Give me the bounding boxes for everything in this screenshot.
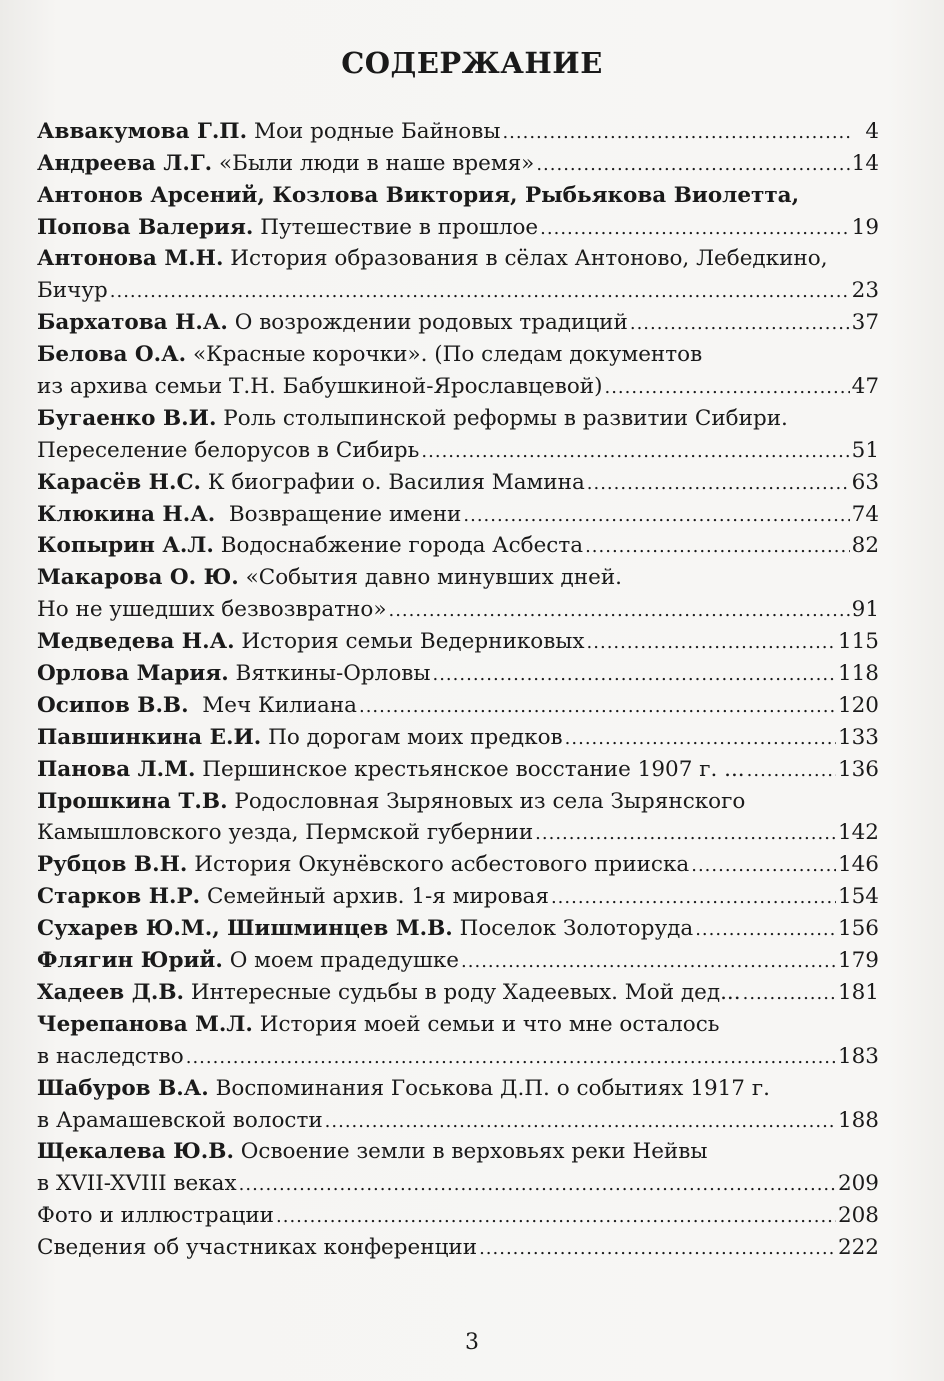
toc-page-number: 156 [837, 916, 879, 942]
dot-leader [691, 855, 836, 878]
toc-line [37, 1165, 879, 1197]
toc-author: Шабуров В.А. [37, 1075, 209, 1101]
dot-leader [432, 664, 835, 687]
toc-author: Рубцов В.Н. [37, 852, 188, 878]
toc-line [37, 751, 879, 783]
toc-line [37, 496, 879, 528]
toc-author: Белова О.А. [37, 342, 187, 368]
toc-author: Павшинкина Е.И. [37, 724, 262, 750]
toc-author: Клюкина Н.А. [37, 501, 216, 527]
toc-title: «Были люди в наше время» [212, 150, 535, 176]
dot-leader [535, 823, 836, 846]
toc-line [37, 464, 879, 496]
toc-line [37, 209, 879, 241]
toc-line [37, 878, 879, 910]
toc-author: Щекалева Ю.В. [37, 1139, 234, 1165]
toc-line [37, 241, 879, 273]
toc-author: Сухарев Ю.М., Шишминцев М.В. [37, 916, 453, 942]
toc-title: Путешествие в прошлое [253, 214, 539, 240]
toc-title: Возвращение имени [215, 501, 462, 527]
toc-author: Панова Л.М. [37, 756, 196, 782]
dot-leader [461, 951, 836, 974]
toc-title: Сведения об участниках конференции [37, 1235, 478, 1261]
toc-line [37, 368, 879, 400]
toc-line [37, 719, 879, 751]
toc-line [37, 623, 879, 655]
toc-line [37, 304, 879, 336]
dot-leader [630, 313, 850, 336]
toc-author: Антонова М.Н. [37, 246, 224, 272]
toc-title: Освоение земли в верховьях реки Нейвы [233, 1139, 708, 1165]
toc-line [37, 815, 879, 847]
toc-title: в наследство [37, 1043, 184, 1069]
toc-page-number: 179 [837, 948, 879, 974]
toc-title: Поселок Золоторуда [452, 916, 694, 942]
toc-title: в XVII-XVIII веках [37, 1171, 237, 1197]
dot-leader [463, 505, 849, 528]
toc-line [37, 910, 879, 942]
toc-author: Прошкина Т.В. [37, 788, 228, 814]
toc-page-number: 91 [851, 597, 879, 623]
toc-line [37, 655, 879, 687]
toc-line [37, 336, 879, 368]
toc-title: Но не ушедших безвозвратно» [37, 597, 387, 623]
dot-leader [743, 983, 836, 1006]
toc-line [37, 528, 879, 560]
toc-title: «Красные корочки». (По следам документов [186, 342, 703, 368]
toc-title: По дорогам моих предков [261, 724, 563, 750]
toc-author: Орлова Мария. [37, 661, 229, 687]
toc-line [37, 1070, 879, 1102]
toc-title: Семейный архив. 1-я мировая [200, 884, 549, 910]
table-of-contents [37, 113, 879, 1261]
page-title: СОДЕРЖАНИЕ [341, 46, 603, 80]
dot-leader [325, 1111, 836, 1134]
toc-author: Копырин А.Л. [37, 533, 214, 559]
toc-title: Переселение белорусов в Сибирь [37, 437, 420, 463]
dot-leader [747, 760, 836, 783]
toc-author: Бархатова Н.А. [37, 310, 228, 336]
toc-author: Старков Н.Р. [37, 884, 201, 910]
toc-page-number: 51 [851, 437, 879, 463]
toc-title: История моей семьи и что мне осталось [252, 1011, 720, 1037]
toc-author: Попова Валерия. [37, 214, 254, 240]
toc-page-number: 133 [837, 724, 879, 750]
toc-author: Флягин Юрий. [37, 948, 223, 974]
toc-line [37, 400, 879, 432]
toc-line [37, 974, 879, 1006]
toc-author: Бугаенко В.И. [37, 405, 217, 431]
toc-page-number: 181 [837, 979, 879, 1005]
toc-line [37, 687, 879, 719]
dot-leader [604, 377, 849, 400]
toc-line [37, 272, 879, 304]
toc-author: Карасёв Н.С. [37, 469, 202, 495]
dot-leader [536, 154, 849, 177]
toc-line [37, 783, 879, 815]
toc-line [37, 113, 879, 145]
toc-page-number: 142 [837, 820, 879, 846]
toc-author: Аввакумова Г.П. [37, 118, 248, 144]
toc-page-number: 4 [865, 118, 879, 144]
toc-title: Мои родные Байновы [247, 118, 501, 144]
toc-title: Вяткины-Орловы [228, 661, 431, 687]
toc-author: Черепанова М.Л. [37, 1011, 253, 1037]
toc-line [37, 1038, 879, 1070]
toc-line [37, 591, 879, 623]
toc-author: Осипов В.В. [37, 692, 189, 718]
toc-page-number: 23 [851, 278, 879, 304]
toc-line [37, 145, 879, 177]
toc-page-number: 74 [851, 501, 879, 527]
toc-title: Родословная Зыряновых из села Зырянского [227, 788, 746, 814]
dot-leader [110, 281, 850, 304]
toc-title: Камышловского уезда, Пермской губернии [37, 820, 534, 846]
dot-leader [587, 473, 850, 496]
dot-leader [565, 728, 836, 751]
toc-page-number: 120 [837, 692, 879, 718]
dot-leader [551, 887, 836, 910]
dot-leader [359, 696, 836, 719]
toc-author: Андреева Л.Г. [37, 150, 213, 176]
toc-author: Макарова О. Ю. [37, 565, 239, 591]
toc-author: Хадеев Д.В. [37, 979, 184, 1005]
toc-title: К биографии о. Василия Мамина [201, 469, 585, 495]
dot-leader [421, 441, 849, 464]
toc-line [37, 1006, 879, 1038]
toc-title: из архива семьи Т.Н. Бабушкиной-Ярославцевой) [37, 374, 603, 400]
toc-line [37, 1134, 879, 1166]
toc-line [37, 1197, 879, 1229]
toc-title: Водоснабжение города Асбеста [213, 533, 584, 559]
toc-title: Интересные судьбы в роду Хадеевых. Мой дед... [183, 979, 741, 1005]
toc-page-number: 47 [851, 374, 879, 400]
toc-title: О моем прадедушке [222, 948, 460, 974]
toc-page-number: 154 [837, 884, 879, 910]
dot-leader [695, 919, 836, 942]
toc-title: Роль столыпинской реформы в развитии Сибири. [216, 405, 788, 431]
toc-page-number: 222 [837, 1235, 879, 1261]
toc-author: Медведева Н.А. [37, 629, 235, 655]
toc-page-number: 209 [837, 1171, 879, 1197]
page-number: 3 [465, 1330, 479, 1355]
dot-leader [388, 600, 849, 623]
toc-title: Воспоминания Госькова Д.П. о событиях 1917 г. [208, 1075, 770, 1101]
toc-page-number: 19 [851, 214, 879, 240]
dot-leader [502, 122, 853, 145]
toc-line [37, 432, 879, 464]
toc-title: История семьи Ведерниковых [234, 629, 585, 655]
toc-title: Меч Килиана [188, 692, 357, 718]
toc-line [37, 1102, 879, 1134]
dot-leader [239, 1174, 836, 1197]
toc-page-number: 82 [851, 533, 879, 559]
toc-title: Першинское крестьянское восстание 1907 г. ... [195, 756, 745, 782]
toc-page-number: 136 [837, 756, 879, 782]
dot-leader [276, 1206, 836, 1229]
toc-title: Фото и иллюстрации [37, 1203, 274, 1229]
toc-title: О возрождении родовых традиций [227, 310, 628, 336]
dot-leader [479, 1238, 836, 1261]
dot-leader [585, 536, 850, 559]
toc-page-number: 37 [851, 310, 879, 336]
toc-line [37, 942, 879, 974]
toc-page-number: 115 [837, 629, 879, 655]
toc-line [37, 559, 879, 591]
toc-author: Антонов Арсений, Козлова Виктория, Рыбьякова Виолетта, [37, 182, 800, 208]
toc-title: История образования в сёлах Антоново, Лебедкино, [223, 246, 828, 272]
toc-title: Бичур [37, 278, 108, 304]
toc-line [37, 1229, 879, 1261]
dot-leader [587, 632, 836, 655]
dot-leader [186, 1047, 836, 1070]
toc-page-number: 14 [851, 150, 879, 176]
toc-page-number: 208 [837, 1203, 879, 1229]
toc-title: «События давно минувших дней. [238, 565, 622, 591]
toc-page-number: 183 [837, 1043, 879, 1069]
toc-page-number: 118 [837, 661, 879, 687]
toc-page-number: 146 [837, 852, 879, 878]
toc-line [37, 846, 879, 878]
dot-leader [540, 218, 849, 241]
toc-title: История Окунёвского асбестового прииска [187, 852, 690, 878]
toc-page-number: 188 [837, 1107, 879, 1133]
toc-line [37, 177, 879, 209]
toc-page-number: 63 [851, 469, 879, 495]
toc-title: в Арамашевской волости [37, 1107, 323, 1133]
